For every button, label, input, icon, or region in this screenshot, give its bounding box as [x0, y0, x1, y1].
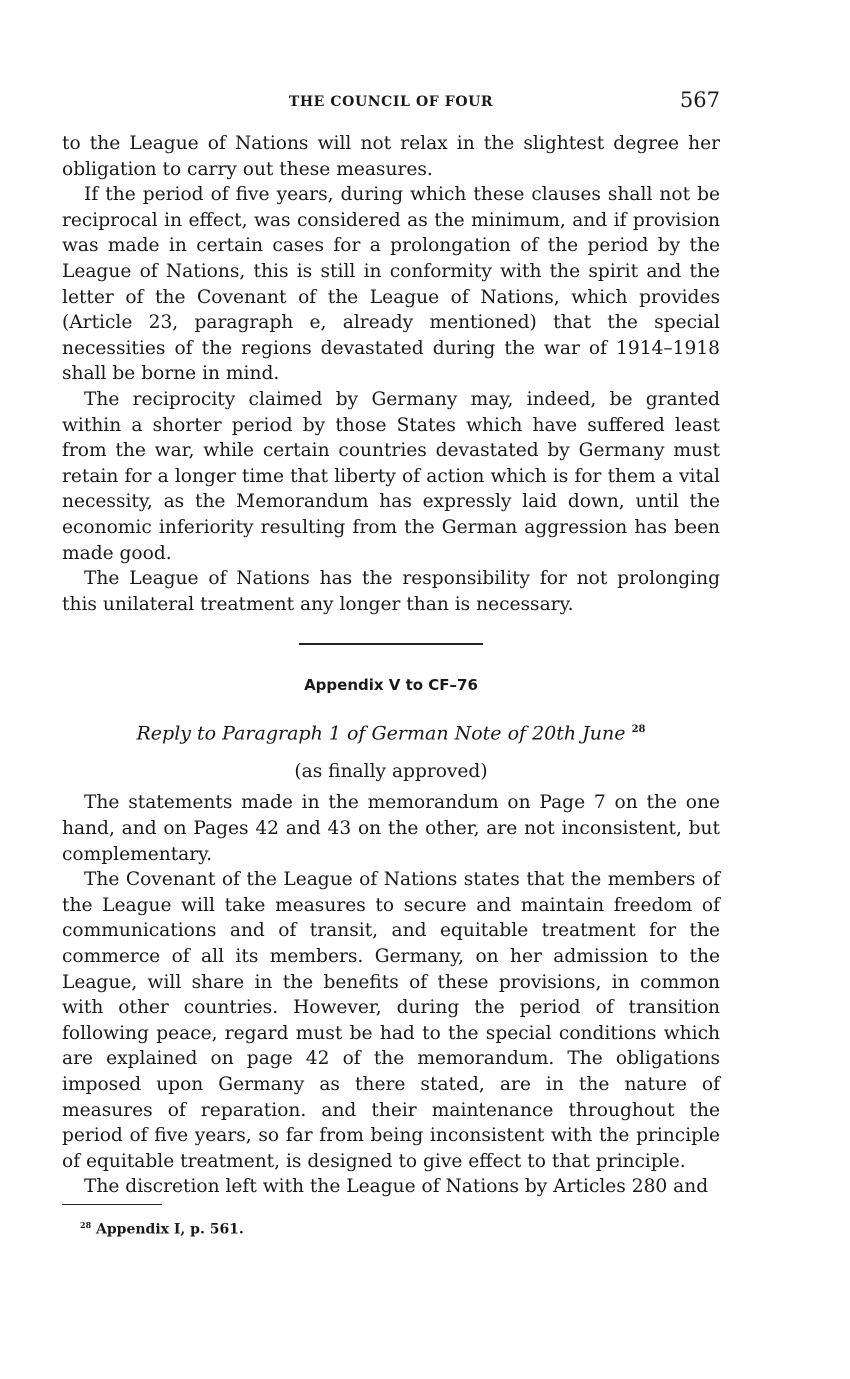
reply-title-text: Reply to Paragraph 1 of German Note of 20th June	[136, 722, 626, 745]
page-number: 567	[679, 88, 720, 112]
paragraph: The Covenant of the League of Nations states that the members of the League will take measures to secure and maintain freedom of communications and of transit, and equitable treatment for the commerce of all its members. Germany, on her admission to the League, will share in the benefits of these provisions, in common with other countries. However, during the period of transition following peace, regard must be had to the special conditions which are explained on page 42 of the memorandum. The obligations imposed upon Germany as there stated, are in the nature of measures of reparation. and their maintenance throughout the period of five years, so far from being inconsistent with the principle of equitable treatment, is designed to give effect to that principle.	[62, 869, 720, 1172]
paragraph: The reciprocity claimed by Germany may, indeed, be granted within a shorter period by those States which have suffered least from the war, while certain countries devastated by Germany must retain for a longer time that liberty of action which is for them a vital necessity, as the Memorandum has expressly laid down, until the economic inferiority resulting from the German aggression has been made good.	[62, 388, 720, 564]
footnote-marker: 28	[80, 1219, 92, 1230]
paragraph: The discretion left with the League of Nations by Articles 280 and	[84, 1176, 709, 1198]
running-head: THE COUNCIL OF FOUR	[288, 94, 494, 110]
paragraph-continued: to the League of Nations will not relax in the slightest degree her obligation to carry out these measures.	[62, 133, 720, 180]
page-header	[62, 88, 720, 118]
reply-title	[62, 717, 720, 747]
footnote	[80, 1213, 720, 1243]
section-divider	[299, 643, 483, 645]
appendix-subtitle: (as finally approved)	[294, 760, 488, 782]
paragraph: The League of Nations has the responsibility for not prolonging this unilateral treatment any longer than is necessary.	[62, 568, 720, 615]
footnote-divider	[62, 1204, 162, 1205]
appendix-title: Appendix V to CF–76	[304, 676, 478, 695]
body-text	[62, 131, 720, 1243]
paragraph: If the period of five years, during which these clauses shall not be reciprocal in effect, was considered as the minimum, and if provision was made in certain cases for a prolongation of the period by the League of Nations, this is still in conformity with the spirit and the letter of the Covenant of the League of Nations, which provides (Article 23, paragraph e, already mentioned) that the special necessities of the regions devastated during the war of 1914–1918 shall be borne in mind.	[62, 184, 720, 385]
paragraph: The statements made in the memorandum on Page 7 on the one hand, and on Pages 42 and 43 on the other, are not inconsistent, but complementary.	[62, 792, 720, 865]
footnote-reference: 28	[631, 723, 646, 735]
footnote-text: Appendix I, p. 561.	[96, 1221, 244, 1238]
